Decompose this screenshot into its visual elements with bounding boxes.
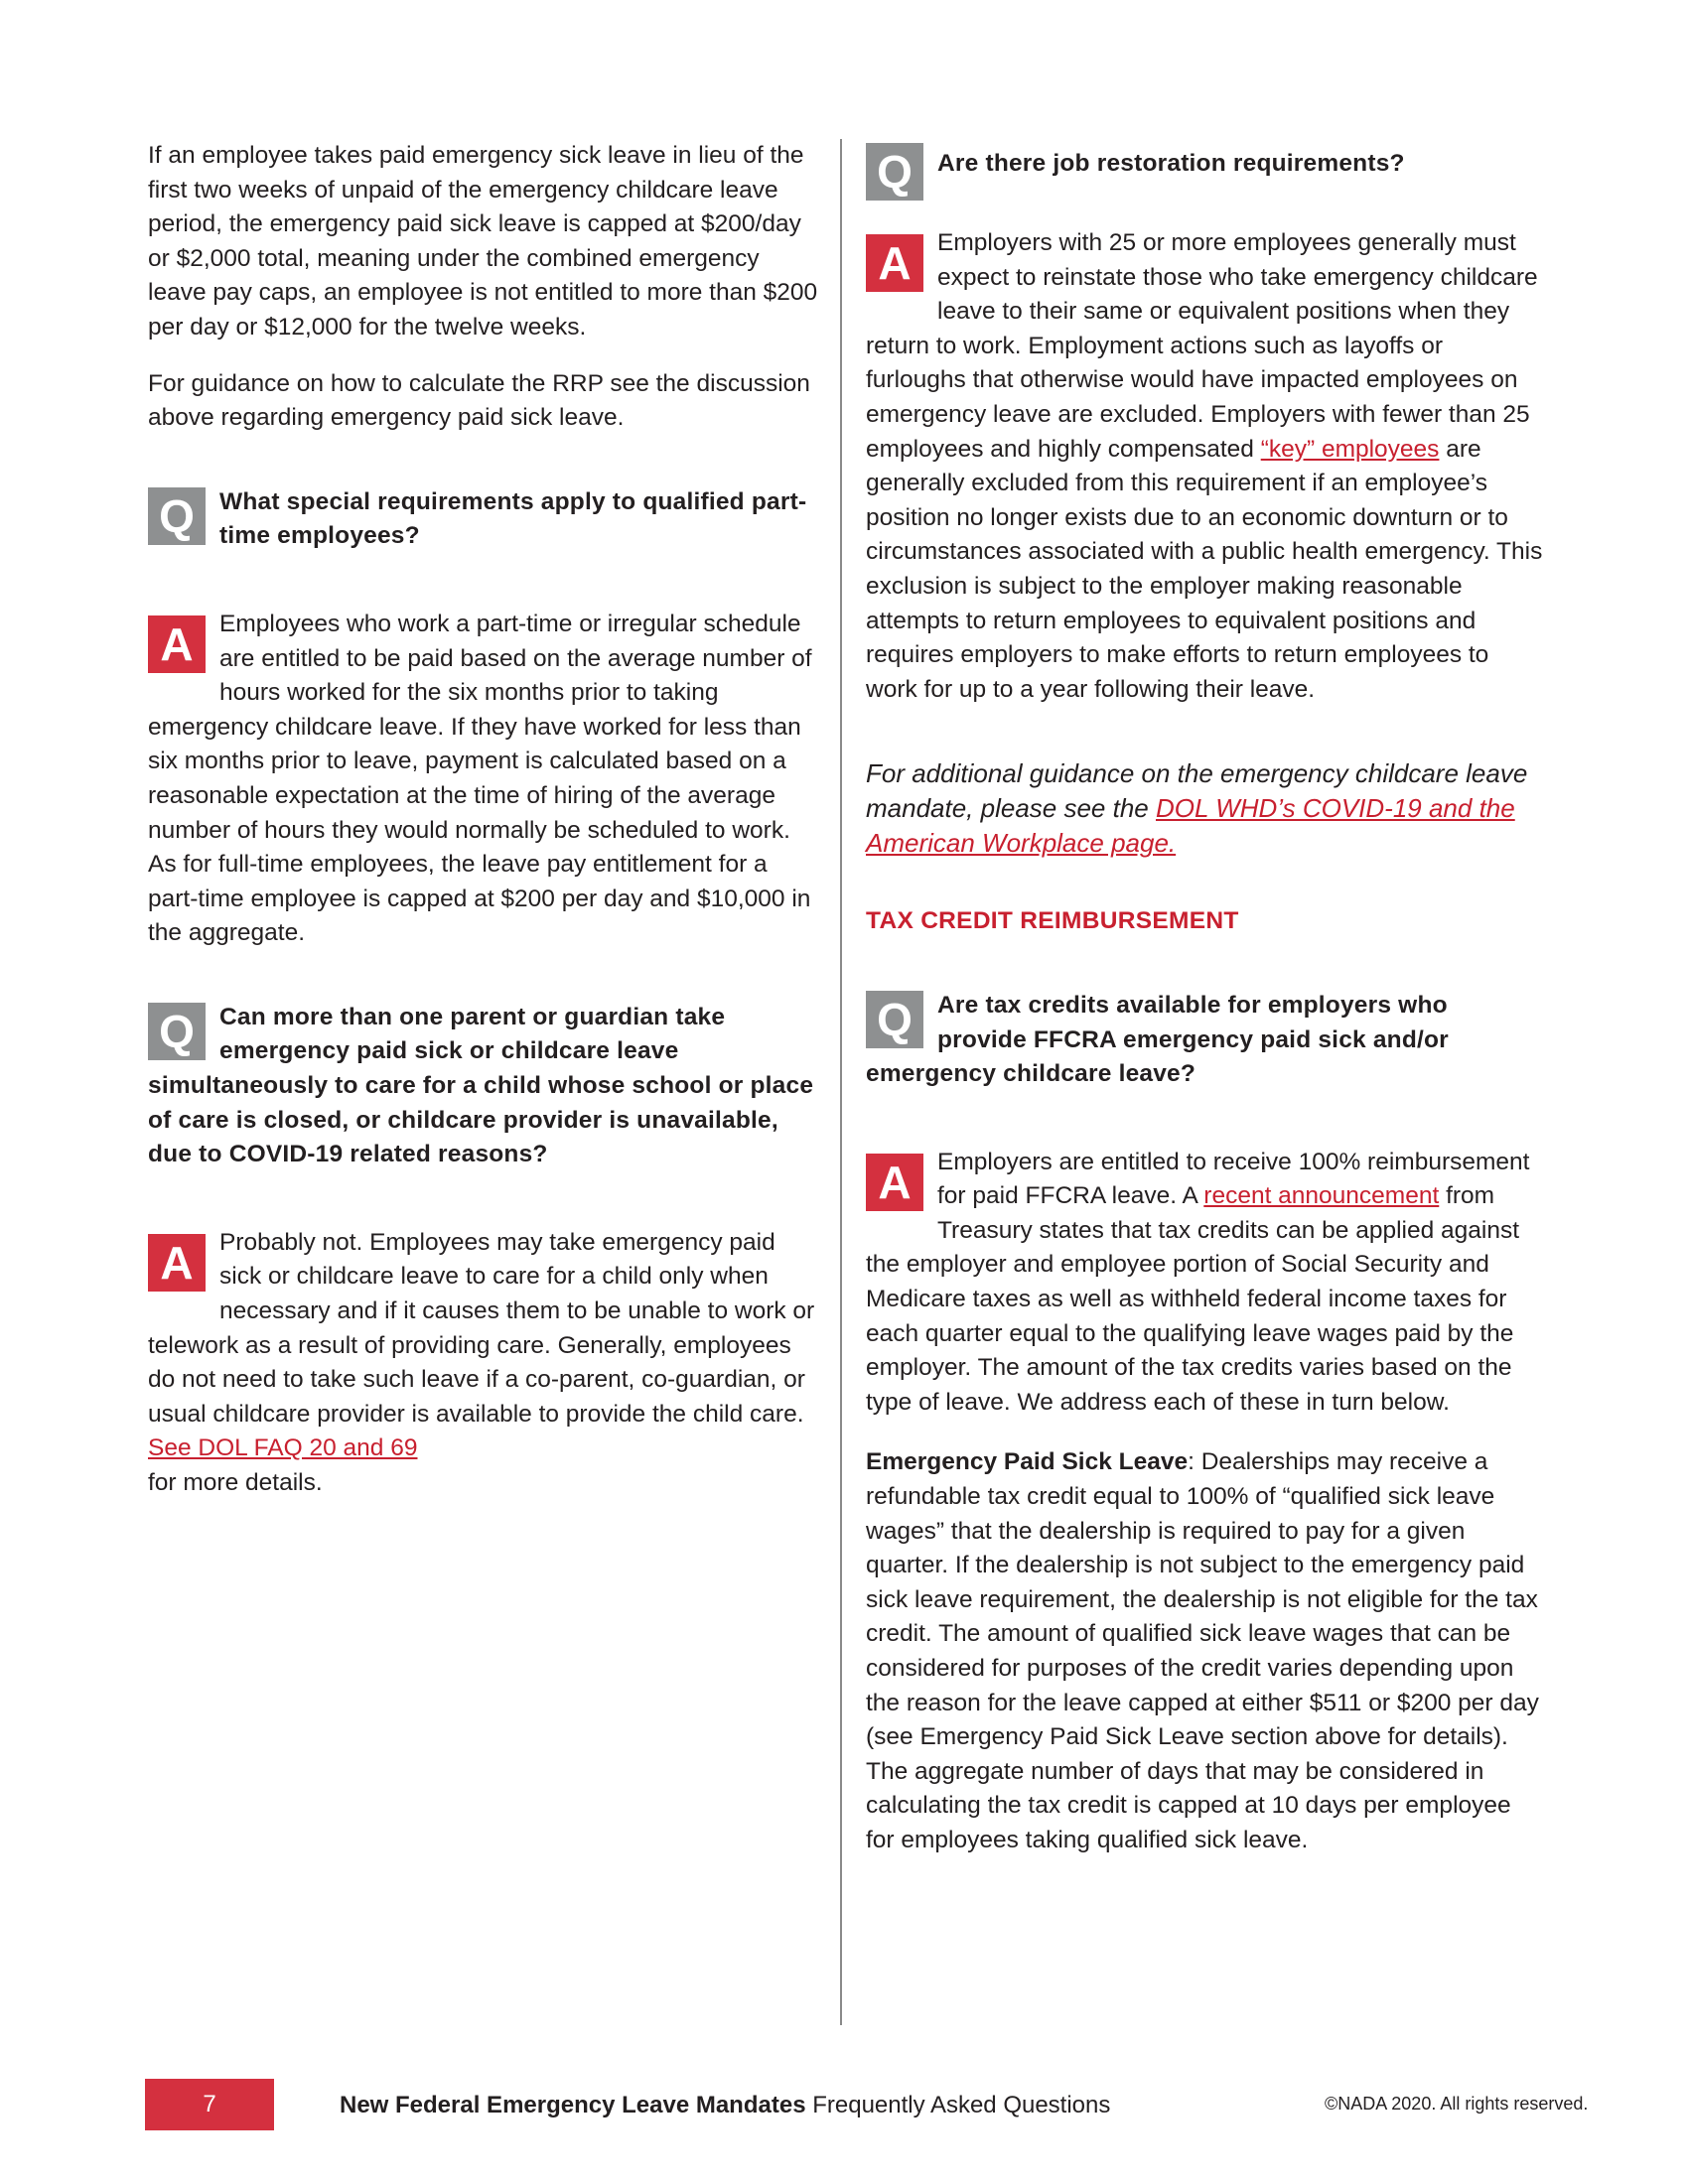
answer-text: Employers with 25 or more employees generally must expect to reinstate those who take emergency childcare leave to their same or equivalent positions when they return to work. Employment actions such as layoffs or furloughs that otherwise would have impacted employees on emergency leave are excluded. Employers with fewer than 25 employees and highly compensated: [866, 229, 1538, 463]
question-tax-credits: [866, 989, 1543, 1092]
q-badge: Q: [148, 487, 206, 545]
question-text: Are there job restoration requirements?: [937, 150, 1405, 177]
a-badge: A: [866, 234, 923, 292]
answer-multiple-parents: [148, 1226, 820, 1501]
left-column: [148, 139, 820, 1501]
intro-paragraph: If an employee takes paid emergency sick leave in lieu of the first two weeks of unpaid of the emergency childcare leave period, the emergency paid sick leave is capped at $200/day or $2,000 total, meaning under the combined emergency leave pay caps, an employee is not entitled to more than $200 per day or $12,000 for the twelve weeks.: [148, 142, 818, 341]
right-column: [866, 139, 1543, 1858]
answer-text: Employers are entitled to receive 100% reimbursement for paid FFCRA leave. A: [937, 1148, 1530, 1210]
q-badge: Q: [148, 1003, 206, 1060]
q-badge: Q: [866, 143, 923, 201]
question-part-time: [148, 485, 820, 554]
rrp-guidance-paragraph: For guidance on how to calculate the RRP see the discussion above regarding emergency paid sick leave.: [148, 369, 810, 432]
answer-part-time: [148, 608, 820, 951]
q-badge: Q: [866, 991, 923, 1048]
question-text: Are tax credits available for employers who provide FFCRA emergency paid sick and/or emergency childcare leave?: [866, 991, 1449, 1088]
footer-title-regular: Frequently Asked Questions: [805, 2092, 1111, 2118]
footer-title-bold: New Federal Emergency Leave Mandates: [340, 2092, 806, 2118]
copyright: ©NADA 2020. All rights reserved.: [1325, 2094, 1589, 2114]
answer-tax-credits: [866, 1146, 1543, 1421]
page-number: 7: [145, 2079, 274, 2130]
a-badge: A: [148, 1234, 206, 1292]
question-text: What special requirements apply to qualified part-time employees?: [219, 487, 807, 550]
a-badge: A: [866, 1154, 923, 1211]
footer-title: [340, 2089, 1110, 2122]
section-heading: TAX CREDIT REIMBURSEMENT: [866, 907, 1239, 935]
guidance-text: For additional guidance on the emergency childcare leave mandate, please see the: [866, 758, 1528, 824]
column-divider: [840, 139, 842, 2025]
a-badge: A: [148, 615, 206, 673]
sick-leave-label: Emergency Paid Sick Leave: [866, 1448, 1189, 1476]
answer-text-end: for more details.: [148, 1469, 323, 1496]
sick-leave-text: : Dealerships may receive a refundable tax credit equal to 100% of “qualified sick leave wages” that the dealership is required to pay for a given quarter. If the dealership is not subject to the emergency paid sick leave requirement, the dealership is not eligible for the tax credit. The amount of qualified sick leave wages that can be considered for purposes of the credit varies depending upon the reason for the leave capped at either $511 or $200 per day (see Emergency Paid Sick Leave section above for details). The aggregate number of days that may be considered in calculating the tax credit is capped at 10 days per employee for employees taking qualified sick leave.: [866, 1448, 1539, 1853]
answer-text-end: are generally excluded from this requirement if an employee’s position no longer exists due to an economic downturn or to circumstances associated with a public health emergency. This exclusion is subject to the employer making reasonable attempts to return employees to equivalent positions and requires employers to make efforts to return employees to work for up to a year following their leave.: [866, 435, 1543, 703]
question-job-restoration: [866, 141, 1543, 205]
answer-text-end: from Treasury states that tax credits can be applied against the employer and employee portion of Social Security and Medicare taxes as well as withheld federal income taxes for each quarter equal to the qualifying leave wages paid by the employer. The amount of the tax credits varies based on the type of leave. We address each of these in turn below.: [866, 1182, 1520, 1416]
answer-text: Probably not. Employees may take emergency paid sick or childcare leave to care for a child only when necessary and if it causes them to be unable to work or telework as a result of providing care. Generally, employees do not need to take such leave if a co-parent, co-guardian, or usual childcare provider is available to provide the child care.: [148, 1228, 815, 1428]
question-text: Can more than one parent or guardian take emergency paid sick or childcare leave simultaneously to care for a child whose school or place of care is closed, or childcare provider is unavailable, due to COVID-19 related reasons?: [148, 1003, 814, 1168]
dol-faq-link[interactable]: See DOL FAQ 20 and 69: [148, 1434, 418, 1462]
additional-guidance: [866, 756, 1543, 861]
recent-announcement-link[interactable]: recent announcement: [1203, 1182, 1440, 1210]
sick-leave-paragraph: [866, 1445, 1543, 1857]
dol-whd-link[interactable]: DOL WHD’s COVID-19 and the American Workplace page.: [866, 793, 1515, 859]
question-multiple-parents: [148, 1001, 820, 1172]
answer-text: Employees who work a part-time or irregular schedule are entitled to be paid based on the average number of hours worked for the six months prior to taking emergency childcare leave. If they have worked for less than six months prior to leave, payment is calculated based on a reasonable expectation at the time of hiring of the average number of hours they would normally be scheduled to work. As for full-time employees, the leave pay entitlement for a part-time employee is capped at $200 per day and $10,000 in the aggregate.: [148, 610, 812, 947]
key-employees-link[interactable]: “key” employees: [1260, 435, 1440, 463]
answer-job-restoration: [866, 226, 1543, 707]
